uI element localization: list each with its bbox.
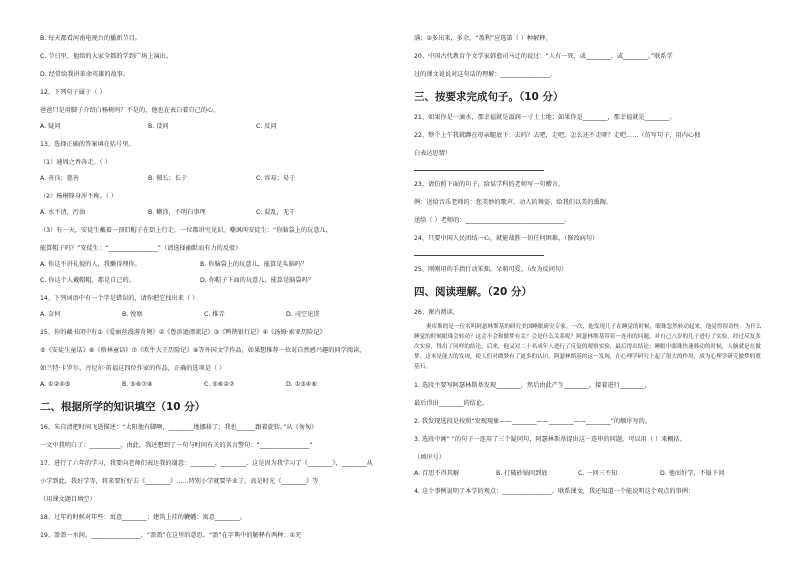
question-26-3-note: （填序号） [414,454,445,461]
section-2-heading: 二、根据所学的知识填空（10 分） [40,401,206,413]
option-c[interactable]: C. ⑤⑥②⑦ [204,381,235,388]
question-23-example: 例：送给音乐老师的：您美妙的歌声、动人的舞姿，给我们以美的熏陶。 [414,199,612,206]
question-16: 16、朱自清把时间飞逝描述：“太阳他有脚啊，________地挪移了；我也______跟着旋转。”从《匆匆》 [40,424,318,431]
question-15: 15、你的藏书闭中有①《爱丽丝漫游奇境》②《鲁滨逊漂流记》③《鸭鹊银行记》④《汤姆·索亚历险记》 [40,329,326,336]
question-26-3: 3. 选段中画“ ”的句子一连用了三个疑问句，阿瑟林斯基提出这一连串的问题，可以用（ ）来概括。 [414,436,686,443]
question-22: 22、整个上午我就蹲在母亲腿底下：去吗？去吧，走吧。怎么还不走呀？走吧……（仿写句子，用内心独 [414,132,701,139]
question-15-continued: ⑤《安徒生童话》⑥《格林童话》⑦《吹牛大王历险记》⑧等外国文学作品，如果想推荐一位对自然感兴趣的同学阅读， [40,347,366,354]
answer-line[interactable] [414,255,544,256]
question-24: 24、只要中国人民团结一心，就能战胜一切任何困难。（修改病句） [414,235,599,242]
option-c[interactable]: C. 推弄 [204,311,225,318]
question-line: B. 每天都看河南电视台的播新节目。 [40,35,141,42]
question-13-1: （1）通周之香奔走。（ ） [40,159,111,166]
question-line: C. 节日里，他给的大家全都的学到广场上演出。 [40,53,173,60]
option-b[interactable]: B. 悦察 [122,311,143,318]
question-13-1-options [40,174,380,183]
question-23: 23、请仿照下面的句子，给某学科的老师写一句赠言。 [414,181,565,188]
question-20: 20、中国古代教育个文学家韩愈司马迁的说过：“人有一死，或________，或________。”联系学 [414,53,673,60]
option-d[interactable]: D. 你帽子下面的玩意儿，能算是脑袋吗？ [200,277,314,284]
option-d[interactable]: D. 司空见贯 [286,311,320,318]
question-12-options [40,122,380,131]
question-17: 17、进行了六年的学习，我要向老师们表达我的谢意：________，________。这是因为我学习了《________》，________从 [40,460,373,467]
question-26-1: 1. 选段主要写阿瑟林斯基发现________，然后由此产生________，接着进行________， [414,382,651,389]
question-13-2-options [40,208,380,217]
question-25: 25、刚刚用的手指行动笨拙，呆萌可爱。（改为反问句） [414,266,568,273]
question-22-continued: 白表达思情） [414,150,452,157]
option-a[interactable]: A. 疑问 [40,123,61,130]
question-17-note: （用课文题目填空） [40,496,96,503]
option-a[interactable]: A. 善良；慈善 [40,175,79,182]
option-c[interactable]: C. 容易；易于 [256,175,296,182]
option-b[interactable]: B. 糊涂，不明白事理 [148,209,206,216]
option-c[interactable]: C. 反问 [256,123,277,130]
option-a[interactable]: A. 水不清，污浊 [40,209,86,216]
question-12: 12、下列句子属于（ ） [40,89,106,96]
question-line: D. 经常给我讲革命英雄的故事。 [40,71,130,78]
question-20-continued: 过的课文说说对这句话的理解：________________。 [414,71,557,78]
question-14-options [40,310,380,319]
question-14: 14、下列词语中有一个字是错误的，请你把它找出来（ ） [40,295,199,302]
option-a[interactable]: A. 百思不得其解 [414,470,460,477]
question-15-options [40,380,380,389]
question-21: 21、如果你是一滴水，那幸福就是滋润一寸土土地；如果你是________，那幸福就是________。 [414,114,676,121]
answer-line[interactable] [414,170,544,171]
question-13-2: （2）杨桐锋身浑不称。（ ） [40,193,118,200]
question-13-3-options-row1 [40,260,380,269]
question-26-4: 4. 这个事例说明了本学的观点：________________。联系课文，我还知道一个能说明这个观点的事例： [414,488,695,495]
option-b[interactable]: B. ⑤⑥⑦⑧ [122,381,153,388]
question-26: 26、课内阅读。 [414,309,459,316]
right-column [414,34,762,496]
question-26-2: 2. 我发现选段是按照“发现现象——________——________——________”的顺序写的。 [414,418,652,425]
option-b[interactable]: B. 设问 [148,123,169,130]
question-13-3-options-row2 [40,276,380,285]
question-13-3: （3）有一天，安徒生戴着一顶旧帽子在街上行走，一位都讲究见识。嘲讽叫安徒生：“你脑袋上的玩意儿， [40,227,332,234]
question-13: 13、选择正确的答案填在括号里。 [40,141,135,148]
option-b[interactable]: B. 擅长；长于 [148,175,188,182]
question-18: 18、过年的时候对年些：寓意________；建筑上挂的鞭幡：寓意________。 [40,514,246,521]
question-12-sentence: 爸爸只是用脚子介绍白杨树吗？不是的，他也在表白着自己的心。 [40,107,220,114]
question-15-continued: 如兰特·卡罗尔、丹尼尔·笛福这四位作家的作品，正确的选项是（ ） [40,365,226,372]
question-16-continued: 一文中我明白了：__________。由此，我还想到了一句与时间有关的名言警句：“________________” [40,442,313,449]
question-26-3-options [414,469,762,478]
left-column [40,34,380,540]
option-d[interactable]: D. ①③④⑥ [286,381,317,388]
question-26-1-continued: 最后得出________的结论。 [414,400,489,407]
option-a[interactable]: A. 奈何 [40,311,61,318]
question-17-continued: 小学到此，我好学等，将来要好好去《________》……特别小学就要毕业了，真是时光《________》等 [40,478,319,485]
option-a[interactable]: A. 你这不讲礼貌的人，我懒得理你。 [40,261,141,268]
option-b[interactable]: B. 你脑袋上的玩意儿，能算是头脑吗？ [200,261,308,268]
question-13-3-continued: 能算帽子吗？”安徒生：“________________”（请选择幽默而有力的反驳） [40,245,242,252]
option-d[interactable]: D. 他而好学，不耻下问 [660,470,725,477]
section-4-heading: 四、阅读理解。（20 分） [414,286,533,298]
option-a[interactable]: A. ①②④⑤ [40,381,71,388]
section-3-heading: 三、按要求完成句子。（10 分） [414,91,564,103]
option-c[interactable]: C. 你这个人戴帽帽，都是自己的。 [40,277,135,284]
question-19-continued: 满；②多出来，多余。“盈利”应选第（ ）种解释。 [414,35,552,42]
question-23-answer: 送给（ ）老师的：________________________________。 [414,217,571,224]
question-19: 19、盈盈一水间，________________。“盈盈”在这里的意思。“盈”在字典中的解释有两种：①充 [40,532,302,539]
option-c[interactable]: C. 一问三不知 [578,470,618,477]
option-c[interactable]: C. 混乱，无干 [256,209,296,216]
reading-passage: 奥库斯的是一位名叫阿瑟林斯基的研究美国睡眠研究专家。一次，他发现儿子在睡觉的时候，眼珠忽然转动起来。他觉得很奇怪：为什么睡觉的时候眼珠会转动？这会不会和做梦有关？会是什么关系呢？阿瑟林斯基带着一连串的问题，对自己八岁的儿子进行了实验，经过反复多次实验，得出了同样的结论。后来，他又对二十名成年人进行了反复的观察实验，最后得出结论：睡眠中眼珠快速移动的时候，人脑就是在做梦。这本是能大的发现，使人们对做梦有了更多的认识，阿瑟林斯基的这一发现，在心理学研究上起了很大的作用，成为心理学研究做梦的奠基石。 [414,324,762,370]
option-b[interactable]: B. 打破砂锅问到底 [496,470,548,477]
